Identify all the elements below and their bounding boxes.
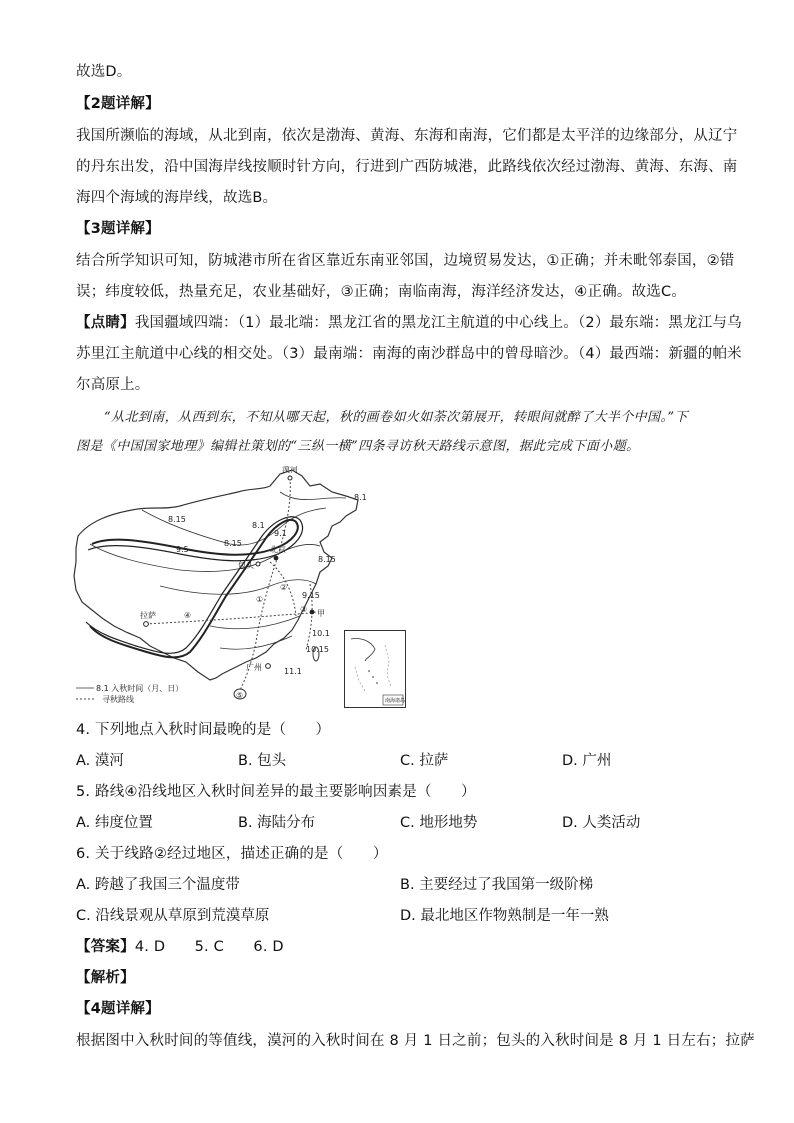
route-label-2: ② (280, 583, 288, 592)
paragraph-line: 误；纬度较低，热量充足，农业基础好，③正确；南临南海，海洋经济发达，④正确。故选C。 (76, 284, 687, 300)
route-label-4: ④ (184, 611, 192, 620)
paragraph-line: 尔高原上。 (76, 377, 150, 393)
q5-option-a[interactable]: A. 纬度位置 (76, 815, 153, 831)
date-label: 10.1 (312, 629, 330, 638)
city-dot-mohe (288, 476, 292, 480)
tip-line (76, 313, 742, 333)
question-6-stem: 6. 关于线路②经过地区，描述正确的是（ ） (76, 846, 388, 862)
legend-isoline: 8.1 入秋时间（月、日） (96, 684, 184, 693)
date-label: 8.1 (354, 493, 367, 502)
paragraph-line: 根据图中入秋时间的等值线，漠河的入秋时间在 8 月 1 日之前；包头的入秋时间是 8 月 1 日左右；拉萨 (76, 1033, 755, 1049)
q6-option-d[interactable]: D. 最北地区作物熟制是一年一熟 (400, 908, 609, 924)
section-heading-2: 【2题详解】 (76, 96, 160, 112)
question-4-stem: 4. 下列地点入秋时间最晚的是（ ） (76, 722, 331, 738)
city-dot-beijing (274, 556, 279, 561)
analysis-heading: 【解析】 (76, 970, 135, 986)
q5-option-d[interactable]: D. 人类活动 (562, 815, 641, 831)
label-baotou: 包头 (238, 561, 254, 570)
city-dot-guangzhou (266, 664, 271, 669)
paragraph-line: 故选D。 (76, 64, 132, 80)
paragraph-line: 我国所濒临的海域，从北到南，依次是渤海、黄海、东海和南海，它们都是太平洋的边缘部分，从辽宁 (76, 128, 738, 144)
q5-option-b[interactable]: B. 海陆分布 (238, 815, 316, 831)
paragraph-line: 结合所学知识可知，防城港市所在省区靠近东南亚邻国，边境贸易发达，①正确；并未毗邻泰国，②错 (76, 253, 735, 269)
q4-option-d[interactable]: D. 广州 (562, 753, 612, 769)
q4-option-c[interactable]: C. 拉萨 (400, 753, 449, 769)
city-dot-lasa (144, 622, 149, 627)
intro-quote-line: “从北到南，从西到东，不知从哪天起，秋的画卷如火如荼次第展开，转眼间就醉了大半个中国。”下 (104, 410, 688, 425)
tip-text: 我国疆域四端：（1）最北端：黑龙江省的黑龙江主航道的中心线上。（2）最东端：黑龙江与乌 (134, 315, 742, 331)
answer-label: 【答案】 (76, 939, 135, 955)
date-label: 11.1 (284, 667, 302, 676)
date-label: 9.1 (274, 529, 287, 538)
q4-option-a[interactable]: A. 漠河 (76, 753, 124, 769)
south-china-sea-inset (344, 630, 406, 708)
route-label-3: ③ (300, 605, 308, 614)
label-beijing: 北京 (270, 545, 286, 554)
q6-option-a[interactable]: A. 跨越了我国三个温度带 (76, 877, 240, 893)
route-label-1: ① (256, 595, 264, 604)
paragraph-line: 的丹东出发，沿中国海岸线按顺时针方向，行进到广西防城港，此路线依次经过渤海、黄海、东海、南 (76, 159, 738, 175)
label-lasa: 拉萨 (140, 611, 156, 620)
label-guangzhou: 广州 (246, 663, 262, 672)
answer-text: 4. D 5. C 6. D (134, 939, 284, 955)
paragraph-line: 苏里江主航道中心线的相交处。（3）最南端：南海的南沙群岛中的曾母暗沙。（4）最西端：新疆的帕米 (76, 346, 742, 362)
tip-label: 【点睛】 (76, 315, 135, 331)
date-label: 9.5 (176, 545, 189, 554)
q6-option-c[interactable]: C. 沿线景观从草原到荒漠草原 (76, 908, 270, 924)
city-dot-jia (310, 610, 315, 615)
label-jia: 甲 (317, 609, 325, 618)
intro-quote-line: 图是《中国国家地理》编辑社策划的“三纵一横”四条寻访秋天路线示意图，据此完成下面小题。 (76, 439, 640, 454)
label-mohe: 漠河 (282, 466, 298, 474)
question-5-stem: 5. 路线④沿线地区入秋时间差异的最主要影响因素是（ ） (76, 784, 476, 800)
q4-option-b[interactable]: B. 包头 (238, 753, 287, 769)
date-label: 8.15 (224, 539, 242, 548)
date-label: 10.15 (306, 645, 329, 654)
answer-line (76, 937, 284, 957)
section-heading-3: 【3题详解】 (76, 221, 160, 237)
date-label: 8.15 (168, 515, 186, 524)
q6-option-b[interactable]: B. 主要经过了我国第一级阶梯 (400, 877, 594, 893)
date-label: 8.15 (318, 555, 336, 564)
city-dot-baotou (256, 562, 260, 566)
date-label: 9.15 (302, 591, 320, 600)
paragraph-line: 海四个海域的海岸线，故选B。 (76, 190, 278, 206)
date-label: 8.1 (252, 521, 265, 530)
legend-route: 寻秋路线 (102, 695, 134, 704)
inset-label: 南海诸岛 (385, 698, 405, 704)
route-label-5: ⑤ (236, 691, 244, 700)
q5-option-c[interactable]: C. 地形地势 (400, 815, 478, 831)
section-heading-4: 【4题详解】 (76, 1001, 160, 1017)
